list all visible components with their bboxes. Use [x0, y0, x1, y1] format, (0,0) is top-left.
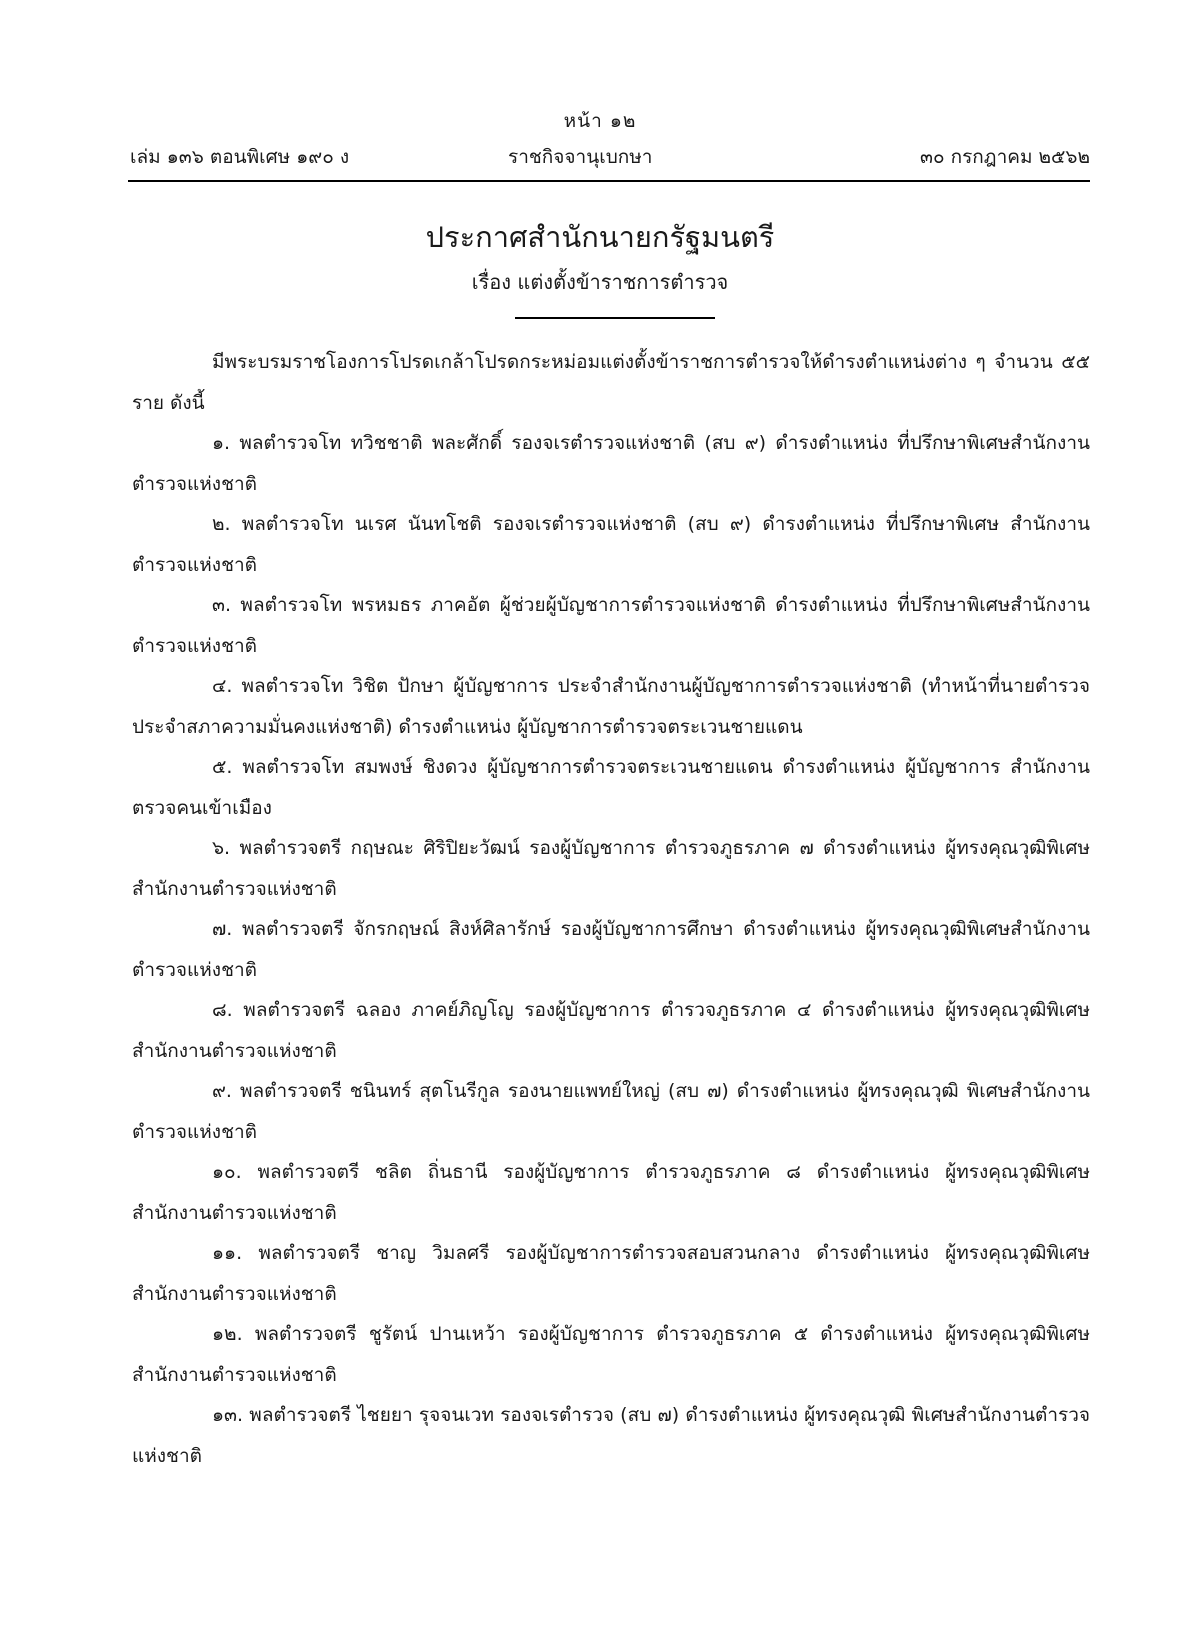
- list-item: ๗. พลตำรวจตรี จักรกฤษณ์ สิงห์ศิลารักษ์ รองผู้บัญชาการศึกษา ดำรงตำแหน่ง ผู้ทรงคุณวุฒิพิเศษสำนักงานตำรวจแห่งชาติ: [132, 918, 1090, 981]
- document-title: ประกาศสำนักนายกรัฐมนตรี: [425, 220, 775, 254]
- document-subject: เรื่อง แต่งตั้งข้าราชการตำรวจ: [471, 270, 729, 294]
- list-item: ๔. พลตำรวจโท วิชิต ปักษา ผู้บัญชาการ ประจำสำนักงานผู้บัญชาการตำรวจแห่งชาติ (ทำหน้าที่นายตำรวจประจำสภาความมั่นคงแห่งชาติ) ดำรงตำแหน่ง ผู้บัญชาการตำรวจตระเวนชายแดน: [132, 675, 1090, 738]
- list-item: ๑๒. พลตำรวจตรี ชูรัตน์ ปานเหว้า รองผู้บัญชาการ ตำรวจภูธรภาค ๕ ดำรงตำแหน่ง ผู้ทรงคุณวุฒิพิเศษสำนักงานตำรวจแห่งชาติ: [132, 1323, 1090, 1386]
- gazette-header: [130, 142, 1090, 172]
- volume-info: เล่ม ๑๓๖ ตอนพิเศษ ๑๙๐ ง: [130, 146, 350, 168]
- list-item: ๙. พลตำรวจตรี ชนินทร์ สุตโนรีกูล รองนายแพทย์ใหญ่ (สบ ๗) ดำรงตำแหน่ง ผู้ทรงคุณวุฒิ พิเศษสำนักงานตำรวจแห่งชาติ: [132, 1080, 1090, 1143]
- list-item: ๓. พลตำรวจโท พรหมธร ภาคอัต ผู้ช่วยผู้บัญชาการตำรวจแห่งชาติ ดำรงตำแหน่ง ที่ปรึกษาพิเศษสำนักงานตำรวจแห่งชาติ: [132, 594, 1090, 657]
- list-item: ๑. พลตำรวจโท ทวิชชาติ พละศักดิ์ รองจเรตำรวจแห่งชาติ (สบ ๙) ดำรงตำแหน่ง ที่ปรึกษาพิเศษสำนักงานตำรวจแห่งชาติ: [132, 432, 1090, 495]
- header-rule: [128, 180, 1090, 182]
- list-item: ๕. พลตำรวจโท สมพงษ์ ชิงดวง ผู้บัญชาการตำรวจตระเวนชายแดน ดำรงตำแหน่ง ผู้บัญชาการ สำนักงานตรวจคนเข้าเมือง: [132, 756, 1090, 819]
- intro-paragraph: มีพระบรมราชโองการโปรดเกล้าโปรดกระหม่อมแต่งตั้งข้าราชการตำรวจให้ดำรงตำแหน่งต่าง ๆ จำนวน ๕๕ ราย ดังนี้: [132, 351, 1090, 414]
- document-body: [132, 342, 1090, 1476]
- list-item: ๘. พลตำรวจตรี ฉลอง ภาคย์ภิญโญ รองผู้บัญชาการ ตำรวจภูธรภาค ๔ ดำรงตำแหน่ง ผู้ทรงคุณวุฒิพิเศษสำนักงานตำรวจแห่งชาติ: [132, 999, 1090, 1062]
- page-number: หน้า ๑๒: [563, 110, 637, 132]
- list-item: ๑๑. พลตำรวจตรี ชาญ วิมลศรี รองผู้บัญชาการตำรวจสอบสวนกลาง ดำรงตำแหน่ง ผู้ทรงคุณวุฒิพิเศษสำนักงานตำรวจแห่งชาติ: [132, 1242, 1090, 1305]
- list-item: ๒. พลตำรวจโท นเรศ นันทโชติ รองจเรตำรวจแห่งชาติ (สบ ๙) ดำรงตำแหน่ง ที่ปรึกษาพิเศษ สำนักงานตำรวจแห่งชาติ: [132, 513, 1090, 576]
- publication-date: ๓๐ กรกฎาคม ๒๕๖๒: [919, 146, 1090, 168]
- list-item: ๑๓. พลตำรวจตรี ไชยยา รุจจนเวท รองจเรตำรวจ (สบ ๗) ดำรงตำแหน่ง ผู้ทรงคุณวุฒิ พิเศษสำนักงานตำรวจแห่งชาติ: [132, 1404, 1090, 1467]
- list-item: ๑๐. พลตำรวจตรี ชลิต ถิ่นธานี รองผู้บัญชาการ ตำรวจภูธรภาค ๘ ดำรงตำแหน่ง ผู้ทรงคุณวุฒิพิเศษสำนักงานตำรวจแห่งชาติ: [132, 1161, 1090, 1224]
- publication-name: ราชกิจจานุเบกษา: [508, 146, 653, 168]
- list-item: ๖. พลตำรวจตรี กฤษณะ ศิริปิยะวัฒน์ รองผู้บัญชาการ ตำรวจภูธรภาค ๗ ดำรงตำแหน่ง ผู้ทรงคุณวุฒิพิเศษสำนักงานตำรวจแห่งชาติ: [132, 837, 1090, 900]
- title-separator: [515, 317, 715, 319]
